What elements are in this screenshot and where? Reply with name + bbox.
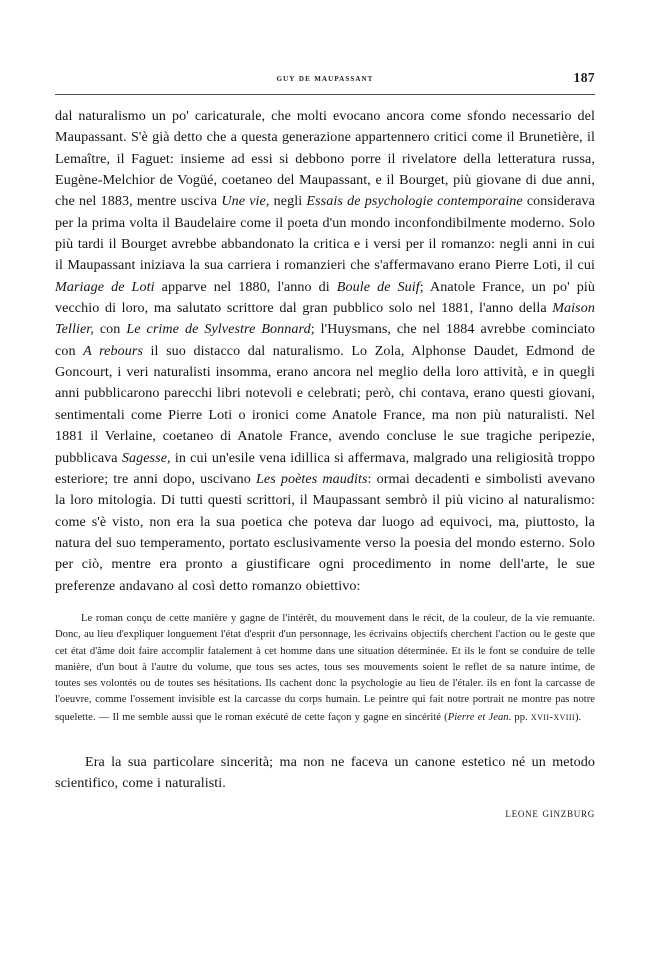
- body-text-segment: ; l'Huysmans, che nel 1884 avrebbe cominciato con: [55, 321, 595, 359]
- body-text-segment: il suo distacco dal naturalismo. Lo Zola, Alphonse Daudet, Edmond de Goncourt, i veri naturalisti insomma, erano ancora nel meglio della loro attività, e in quegli anni pubblicarono parecchi libri notevoli e celebrati; però, chi contava, erano questi giovani, sentimentali come Pierre Loti o ironici come Anatole France, ma non più naturalisti. Nel 1881 il Verlaine, coetaneo di Anatole France, avendo concluse le sue tragiche peripezie, pubblicava: [55, 342, 596, 466]
- quotation-page-range: xvii-xviii: [530, 710, 575, 723]
- quotation-text-end: ).: [574, 711, 582, 723]
- body-text-segment: in cui un'esile vena idillica si affermava, malgrado una religiosità troppo esteriore; tre anni dopo, uscivano: [55, 449, 595, 487]
- body-paragraph: [55, 106, 595, 597]
- body-text-segment: apparve nel 1880, l'anno di: [154, 278, 337, 295]
- page-header: [55, 72, 595, 102]
- body-text-segment: dal naturalismo un po' caricaturale, che molti evocano ancora come sfondo necessario del Maupassant. S'è già detto che a questa generazione appartennero critici come il Brunetière, il Lemaître, il Faguet: insieme ad essi si debbono porre il rivelatore della letteratura russa, Eugène-Melchior de Vogüé, coetaneo del Maupassant, e il Bourget, più giovane di due anni, che nel 1883, mentre usciva: [55, 108, 595, 210]
- body-text-segment: con: [93, 321, 127, 338]
- page-number: 187: [573, 70, 595, 85]
- book-title-une-vie: Une vie: [221, 193, 266, 210]
- closing-paragraph: [55, 726, 595, 795]
- block-quotation: [55, 597, 595, 726]
- book-title-sylvestre-bonnard: Le crime de Sylvestre Bonnard: [126, 321, 311, 338]
- body-text-segment: considerava per la prima volta il Baudelaire come il poeta d'un mondo inconfondibilmente moderno. Solo più tardi il Bourget avrebbe abbandonato la critica e i versi per il romanzo: negli anni in cui il Maupassant iniziava la sua carriera i romanzieri che s'affermavano erano Pierre Loti, il cui: [55, 193, 596, 274]
- body-text-segment: , negli: [265, 193, 307, 210]
- book-title-les-poetes-maudits: Les poètes maudits: [255, 470, 368, 487]
- book-title-sagesse: Sagesse,: [121, 449, 171, 466]
- quotation-source-title: Pierre et Jean: [447, 711, 509, 723]
- running-head: guy de maupassant: [276, 74, 374, 84]
- body-text-segment: ; Anatole France, un po' più vecchio di loro, ma salutato scrittore dal gran pubblico solo nel 1881, l'anno della: [55, 278, 595, 317]
- text-block: [55, 106, 595, 821]
- author-signature: leone ginzburg: [505, 805, 595, 820]
- book-title-a-rebours: A rebours: [83, 342, 144, 359]
- book-title-boule-de-suif: Boule de Suif: [336, 278, 420, 295]
- closing-text: Era la sua particolare sincerità; ma non ne faceva un canone estetico né un metodo scientifico, come i naturalisti.: [55, 753, 595, 792]
- quotation-text-tail: . pp.: [508, 711, 531, 723]
- quotation-text: Le roman conçu de cette manière y gagne de l'intérêt, du mouvement dans le récit, de la couleur, de la vie remuante. Donc, au lieu d'expliquer longuement l'état d'esprit d'un personnage, les écrivains objectifs cherchent l'action ou le geste que cet état d'âme doit faire accomplir fatalement à cet homme dans une situation déterminée. Et ils le font se conduire de telle manière, d'un bout à l'autre du volume, que tous ses actes, tous ses mouvements soient le reflet de sa nature intime, de toutes ses volontés ou de toutes ses hésitations. Ils cachent donc la psychologie au lieu de l'étaler. ils en font la carcasse de l'oeuvre, comme l'ossement invisible est la carcasse du corps humain. Le peintre qui fait notre portrait ne montre pas notre squelette. — Il me semble aussi que le roman exécuté de cette façon y gagne en sincérité (: [55, 612, 595, 723]
- body-text-segment: : ormai decadenti e simbolisti avevano la loro mitologia. Di tutti questi scrittori, il Maupassant sembrò il più vicino al naturalismo: come s'è visto, non era la sua poetica che poteva dar luogo ad equivoci, ma, piuttosto, la natura del suo temperamento, portato esclusivamente verso la poesia del mondo esterno. Solo per ciò, mentre era pronto a giustificare ogni procedimento in nome dell'arte, le sue preferenze andavano al così detto romanzo obiettivo:: [55, 470, 595, 594]
- book-title-maison-tellier: Maison Tellier,: [55, 300, 595, 338]
- book-title-essais: Essais de psychologie contemporaine: [306, 193, 523, 210]
- book-title-mariage-de-loti: Mariage de Loti: [55, 278, 155, 295]
- header-rule: [55, 94, 595, 95]
